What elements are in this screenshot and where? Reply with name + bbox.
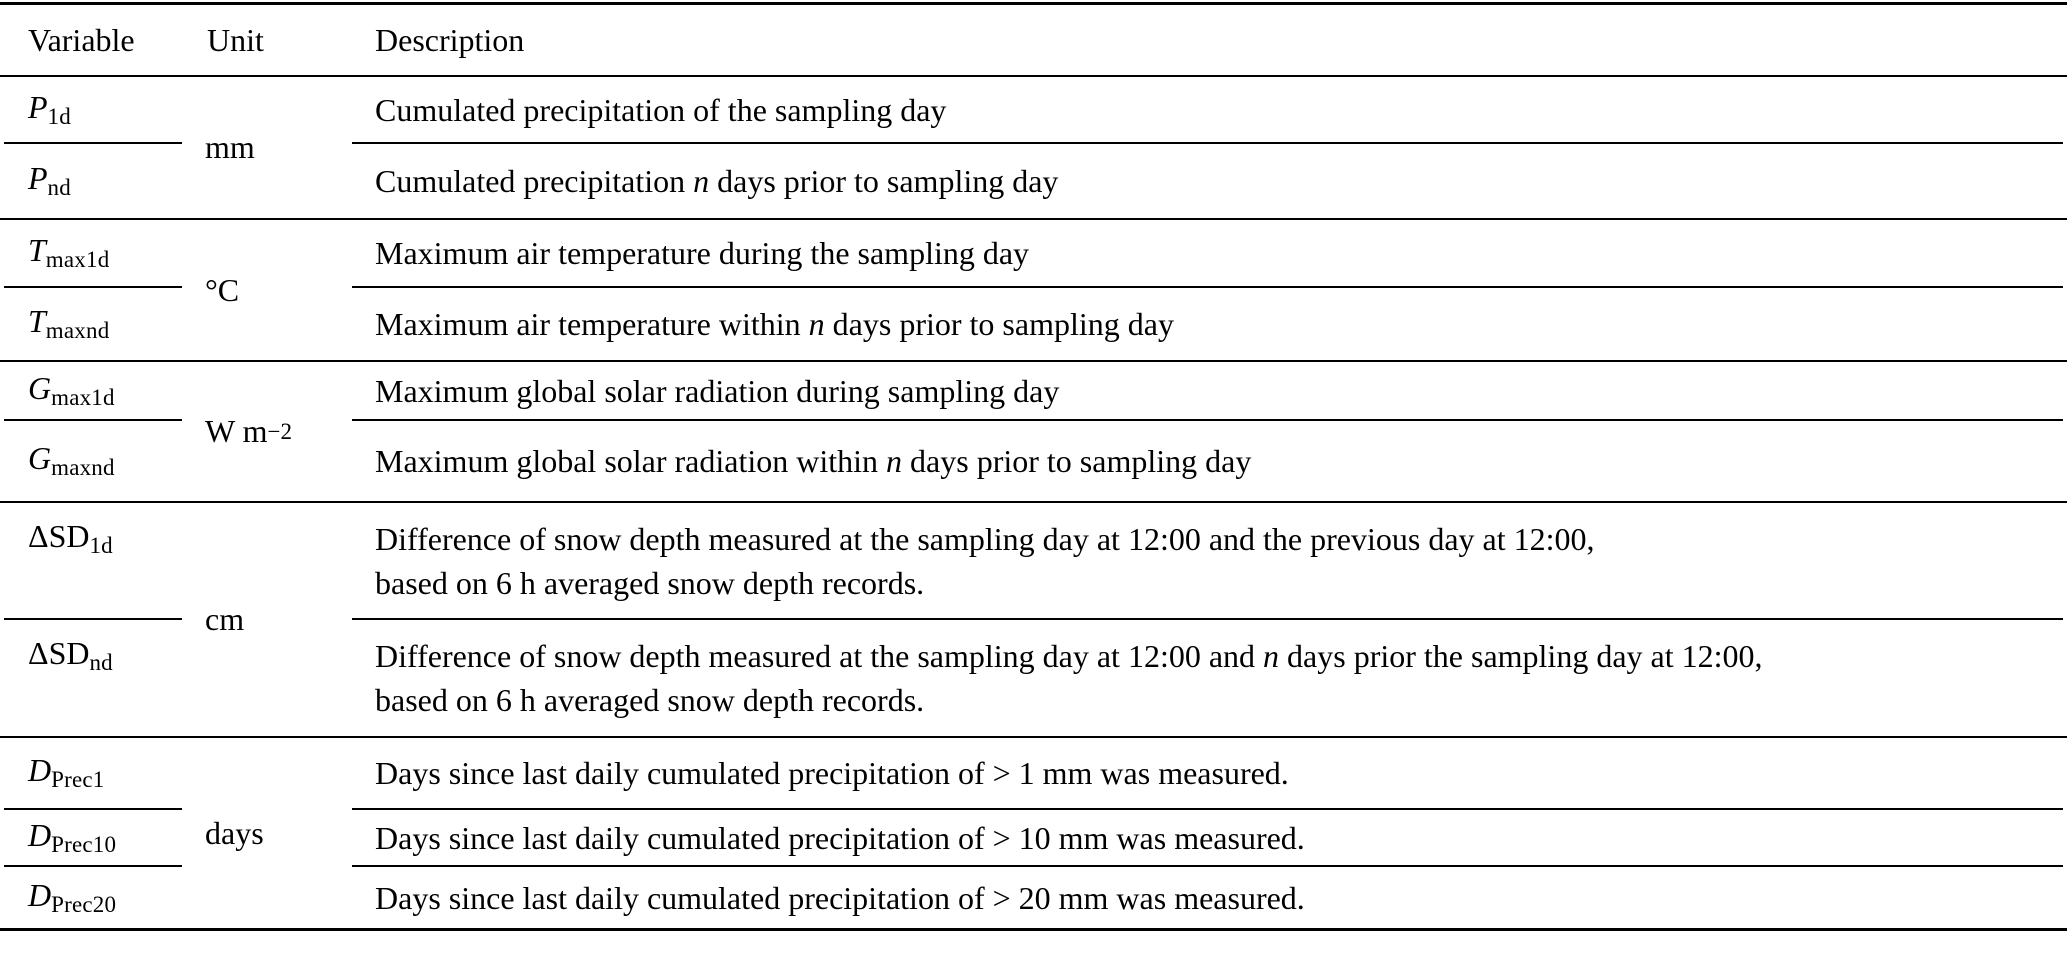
unit-exponent: −2 bbox=[267, 418, 292, 444]
variable-subscript: 1d bbox=[89, 533, 113, 559]
table-row bbox=[0, 738, 2067, 808]
unit-label bbox=[205, 362, 292, 501]
table-row bbox=[0, 503, 2067, 618]
description-text bbox=[352, 751, 2067, 795]
description-text bbox=[352, 159, 2067, 203]
description-text bbox=[352, 369, 2067, 413]
description-line: based on 6 h averaged snow depth records. bbox=[375, 682, 925, 718]
unit-label bbox=[205, 503, 244, 736]
variable-label bbox=[0, 303, 352, 344]
variable-base: D bbox=[28, 876, 52, 913]
description-column-rule bbox=[352, 419, 2063, 421]
description-column-rule bbox=[352, 865, 2063, 867]
unit-text: days bbox=[205, 814, 264, 851]
description-line: Days since last daily cumulated precipitation of > 10 mm was measured. bbox=[375, 819, 1305, 856]
variable-label bbox=[0, 814, 352, 858]
variable-column-rule bbox=[4, 808, 182, 810]
variable-subscript: max1d bbox=[45, 247, 110, 273]
variable-column-rule bbox=[4, 286, 182, 288]
variable-subscript: Prec1 bbox=[51, 767, 105, 793]
description-text bbox=[352, 816, 2067, 860]
meteorological-variables-table bbox=[0, 2, 2067, 931]
description-line: Maximum global solar radiation during sampling day bbox=[375, 372, 1060, 409]
column-header-unit: Unit bbox=[207, 21, 264, 58]
variable-label bbox=[0, 503, 352, 559]
variable-label bbox=[0, 877, 352, 918]
description-line: Maximum global solar radiation within n days prior to sampling day bbox=[375, 443, 1252, 479]
variable-base: P bbox=[28, 160, 48, 197]
table-section-t bbox=[0, 220, 2067, 362]
variable-base: ΔSD bbox=[28, 635, 90, 671]
table-row bbox=[0, 362, 2067, 419]
description-line: Difference of snow depth measured at the sampling day at 12:00 and n days prior the sampling day at 12:00, bbox=[375, 638, 1763, 674]
variable-subscript: maxnd bbox=[45, 318, 110, 344]
variable-base: ΔSD bbox=[28, 518, 90, 554]
description-column-rule bbox=[352, 808, 2063, 810]
unit-text: cm bbox=[205, 601, 245, 637]
variable-subscript: Prec10 bbox=[51, 832, 117, 858]
variable-subscript: nd bbox=[89, 650, 113, 676]
variable-base: T bbox=[28, 232, 46, 269]
description-column-rule bbox=[352, 286, 2063, 288]
table-row bbox=[0, 418, 2067, 501]
description-text bbox=[352, 634, 2067, 722]
description-line: Cumulated precipitation n days prior to sampling day bbox=[375, 163, 1059, 199]
description-text bbox=[352, 88, 2067, 132]
description-text bbox=[352, 876, 2067, 920]
table-row bbox=[0, 288, 2067, 360]
description-text bbox=[352, 439, 2067, 483]
partial-rule bbox=[0, 865, 2067, 867]
variable-subscript: max1d bbox=[51, 385, 115, 411]
variable-subscript: 1d bbox=[47, 104, 71, 130]
partial-rule bbox=[0, 419, 2067, 421]
table-row bbox=[0, 220, 2067, 286]
description-text bbox=[352, 302, 2067, 346]
unit-label bbox=[205, 77, 255, 218]
table-row bbox=[0, 144, 2067, 218]
table-section-p bbox=[0, 77, 2067, 220]
description-line: Cumulated precipitation of the sampling day bbox=[375, 91, 947, 128]
description-text bbox=[352, 231, 2067, 275]
table-header-row bbox=[0, 5, 2067, 77]
description-column-rule bbox=[352, 142, 2063, 144]
variable-base: D bbox=[28, 752, 52, 789]
column-header-variable: Variable bbox=[28, 21, 135, 58]
column-header-description: Description bbox=[375, 21, 525, 58]
variable-column-rule bbox=[4, 419, 182, 421]
table-section-g bbox=[0, 362, 2067, 503]
table-row bbox=[0, 77, 2067, 142]
description-line: Maximum air temperature within n days prior to sampling day bbox=[375, 306, 1174, 342]
unit-text: mm bbox=[205, 129, 255, 165]
partial-rule bbox=[0, 286, 2067, 288]
variable-label bbox=[0, 89, 352, 130]
variable-label bbox=[0, 440, 352, 481]
variable-label bbox=[0, 370, 352, 411]
variable-column-rule bbox=[4, 142, 182, 144]
description-line: Difference of snow depth measured at the sampling day at 12:00 and the previous day at 12:00, bbox=[375, 520, 1595, 557]
description-text bbox=[352, 517, 2067, 605]
variable-column-rule bbox=[4, 865, 182, 867]
description-line: Days since last daily cumulated precipitation of > 20 mm was measured. bbox=[375, 879, 1305, 916]
table-row bbox=[0, 867, 2067, 928]
partial-rule bbox=[0, 142, 2067, 144]
variable-label bbox=[0, 752, 352, 793]
table-row bbox=[0, 810, 2067, 865]
variable-base: G bbox=[28, 369, 52, 406]
variable-label bbox=[0, 160, 352, 201]
table-section-sd bbox=[0, 503, 2067, 738]
unit-label bbox=[205, 738, 264, 928]
variable-base: G bbox=[28, 440, 52, 477]
unit-text: °C bbox=[205, 271, 240, 308]
unit-label bbox=[205, 220, 239, 360]
variable-subscript: Prec20 bbox=[51, 892, 117, 918]
variable-base: P bbox=[28, 88, 48, 125]
variable-base: T bbox=[28, 303, 46, 340]
description-line: Days since last daily cumulated precipitation of > 1 mm was measured. bbox=[375, 755, 1289, 791]
variable-subscript: nd bbox=[47, 175, 71, 201]
variable-label bbox=[0, 620, 352, 676]
unit-text: W m bbox=[205, 413, 268, 449]
variable-base: D bbox=[28, 816, 52, 853]
variable-subscript: maxnd bbox=[51, 455, 115, 481]
variable-label bbox=[0, 232, 352, 273]
description-line: Maximum air temperature during the sampling day bbox=[375, 235, 1030, 271]
description-line: based on 6 h averaged snow depth records. bbox=[375, 564, 925, 601]
table-body bbox=[0, 77, 2067, 931]
table-section-d bbox=[0, 738, 2067, 931]
description-column-rule bbox=[352, 618, 2063, 620]
table-row bbox=[0, 620, 2067, 736]
partial-rule bbox=[0, 808, 2067, 810]
